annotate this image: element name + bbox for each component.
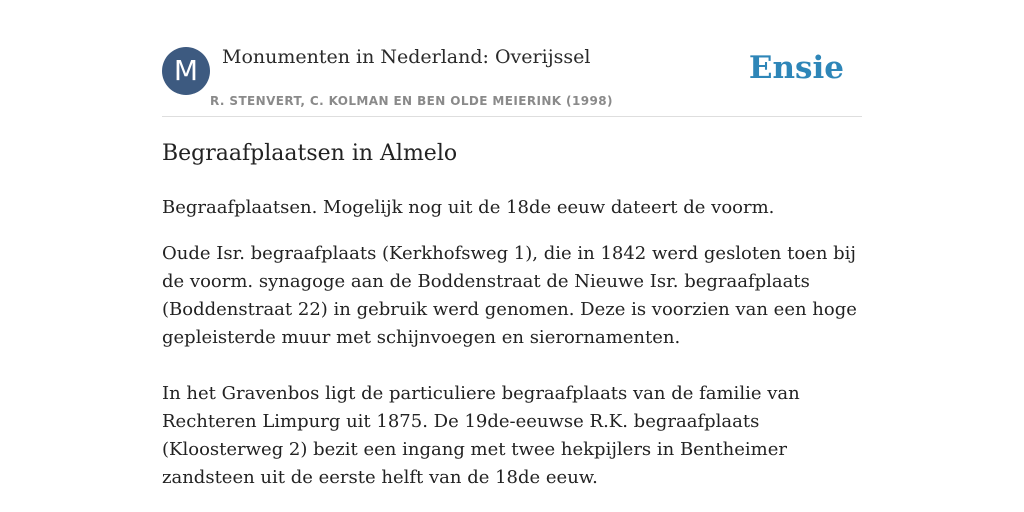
paragraph: Oude Isr. begraafplaats (Kerkhofsweg 1), die in 1842 werd gesloten toen bij de voorm. synagoge aan de Boddenstraat de Nieuwe Isr. begraafplaats (Boddenstraat 22) in gebruik werd genomen. Deze is voorzien van een hoge gepleisterde muur met schijnvoegen en sierornamenten.	[162, 243, 857, 348]
source-header	[162, 40, 862, 117]
paragraph: In het Gravenbos ligt de particuliere begraafplaats van de familie van Rechteren Limpurg uit 1875. De 19de-eeuwse R.K. begraafplaats (Kloosterweg 2) bezit een ingang met twee hekpijlers in Bentheimer zandsteen uit de eerste helft van de 18de eeuw.	[162, 383, 800, 488]
avatar: M	[162, 47, 210, 95]
ensie-logo[interactable]: Ensie	[748, 50, 844, 86]
book-title[interactable]: Monumenten in Nederland: Overijssel	[222, 46, 591, 68]
paragraph: Begraafplaatsen. Mogelijk nog uit de 18de eeuw dateert de voorm.	[162, 197, 775, 218]
article-title: Begraafplaatsen in Almelo	[162, 141, 458, 166]
book-authors: R. STENVERT, C. KOLMAN EN BEN OLDE MEIERINK (1998)	[210, 94, 613, 108]
article-content	[162, 138, 862, 492]
